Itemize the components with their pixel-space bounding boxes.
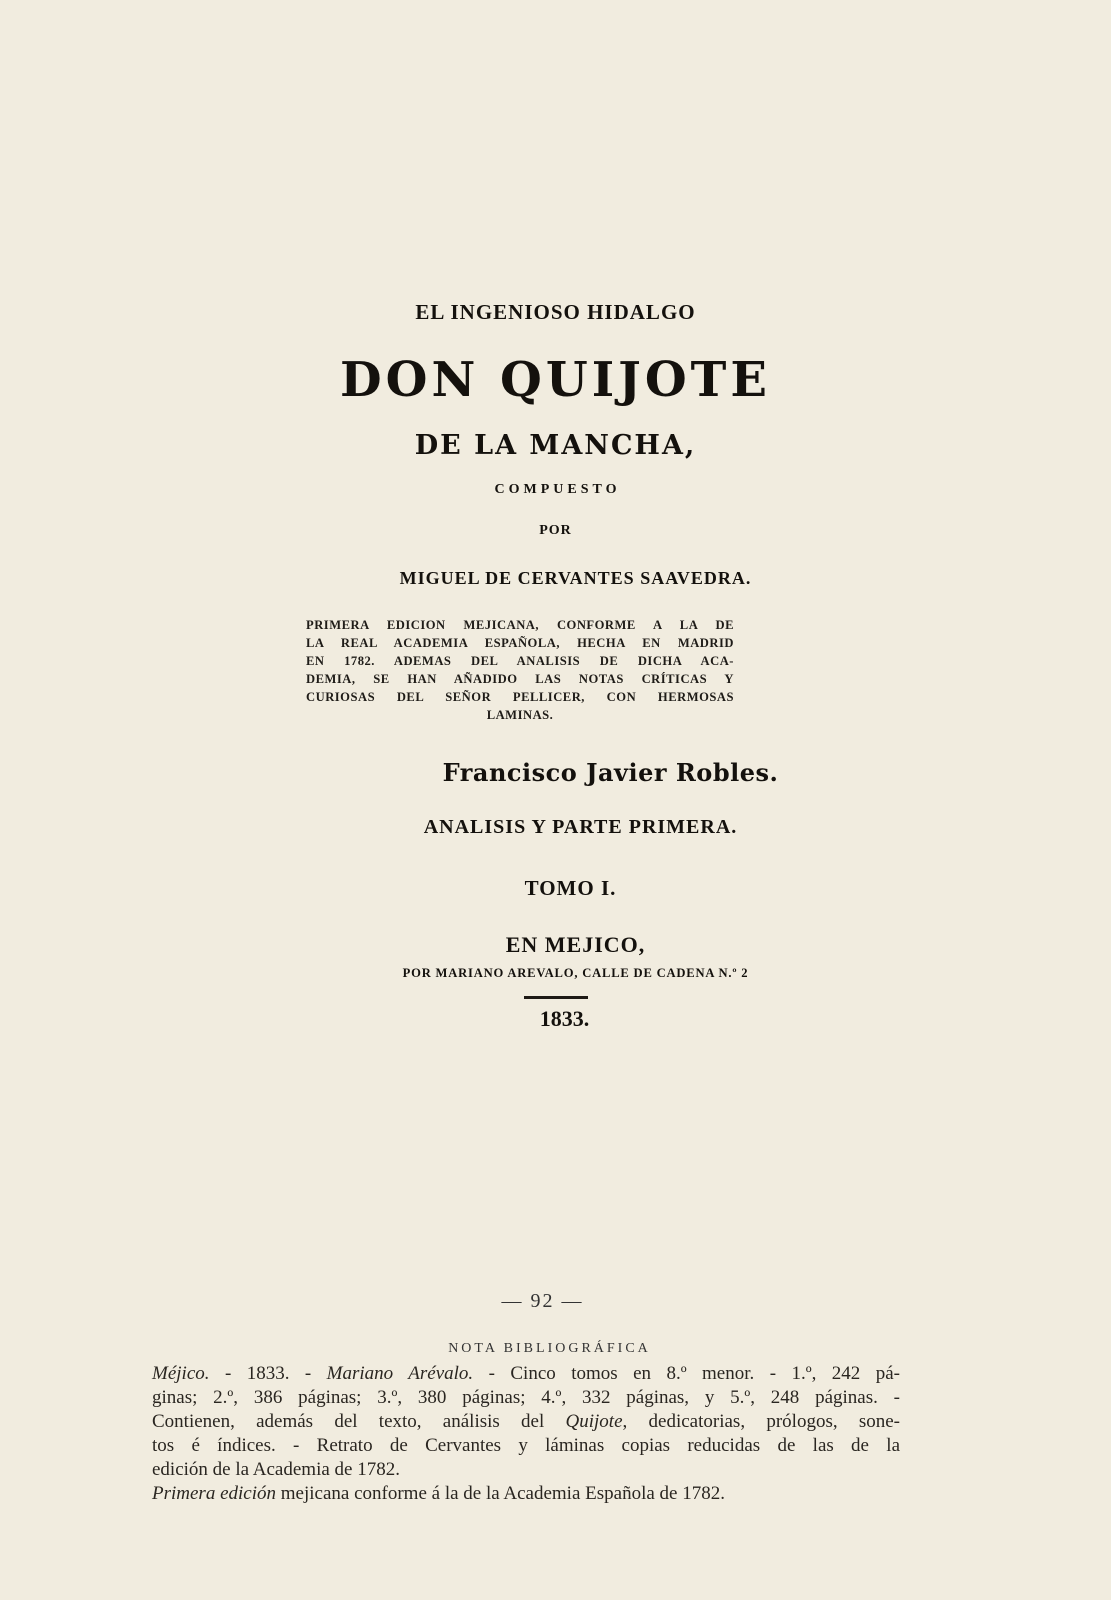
imprint-printer: POR MARIANO AREVALO, CALLE DE CADENA N.º 2 xyxy=(402,966,749,980)
volume-title: TOMO I. xyxy=(524,876,617,900)
nota-bibliografica-text xyxy=(152,1362,900,1506)
nota-heading: NOTA BIBLIOGRÁFICA xyxy=(448,1341,651,1356)
nota-line xyxy=(152,1362,900,1386)
nota-text: , dedicatorias, prólogos, sone- xyxy=(622,1411,900,1432)
nota-quijote: Quijote xyxy=(565,1411,623,1432)
nota-line: edición de la Academia de 1782. xyxy=(152,1459,400,1480)
title-don-quijote: DON QUIJOTE xyxy=(340,352,771,408)
edition-line: EN 1782. ADEMAS DEL ANALISIS DE DICHA ACA- xyxy=(306,654,734,668)
nota-text: Contienen, además del texto, análisis del xyxy=(152,1411,566,1432)
page-number: — 92 — xyxy=(501,1290,584,1312)
title-de-la-mancha: DE LA MANCHA, xyxy=(414,430,697,461)
nota-text: - 1833. - xyxy=(209,1363,327,1384)
nota-text: mejicana conforme á la de la Academia Española de 1782. xyxy=(276,1483,725,1504)
nota-line: ginas; 2.º, 386 páginas; 3.º, 380 páginas; 4.º, 332 páginas, y 5.º, 248 páginas. - xyxy=(152,1387,900,1408)
edition-line: LAMINAS. xyxy=(486,708,554,722)
nota-line xyxy=(152,1410,900,1434)
edition-line: PRIMERA EDICION MEJICANA, CONFORME A LA DE xyxy=(306,618,734,632)
edition-line: CURIOSAS DEL SEÑOR PELLICER, CON HERMOSAS xyxy=(306,690,734,704)
nota-line xyxy=(152,1482,900,1506)
title-compuesto: COMPUESTO xyxy=(494,482,621,497)
owner-stamp: Francisco Javier Robles. xyxy=(442,758,779,787)
title-line-ingenioso-hidalgo: EL INGENIOSO HIDALGO xyxy=(415,300,696,324)
nota-printer: Mariano Arévalo. xyxy=(326,1363,474,1384)
imprint-place: EN MEJICO, xyxy=(505,932,646,957)
nota-text: - Cinco tomos en 8.º menor. - 1.º, 242 pá- xyxy=(473,1363,900,1384)
edition-line: LA REAL ACADEMIA ESPAÑOLA, HECHA EN MADRID xyxy=(306,636,734,650)
part-title: ANALISIS Y PARTE PRIMERA. xyxy=(423,816,738,838)
imprint-year: 1833. xyxy=(539,1006,590,1031)
nota-primera-edicion: Primera edición xyxy=(152,1483,277,1504)
ornamental-rule xyxy=(524,996,588,999)
author-name: MIGUEL DE CERVANTES SAAVEDRA. xyxy=(399,568,752,588)
title-por: POR xyxy=(539,523,572,538)
edition-statement xyxy=(306,616,734,724)
nota-line: tos é índices. - Retrato de Cervantes y láminas copias reducidas de las de la xyxy=(152,1435,900,1456)
nota-place: Méjico. xyxy=(152,1363,210,1384)
edition-line: DEMIA, SE HAN AÑADIDO LAS NOTAS CRÍTICAS Y xyxy=(306,672,734,686)
